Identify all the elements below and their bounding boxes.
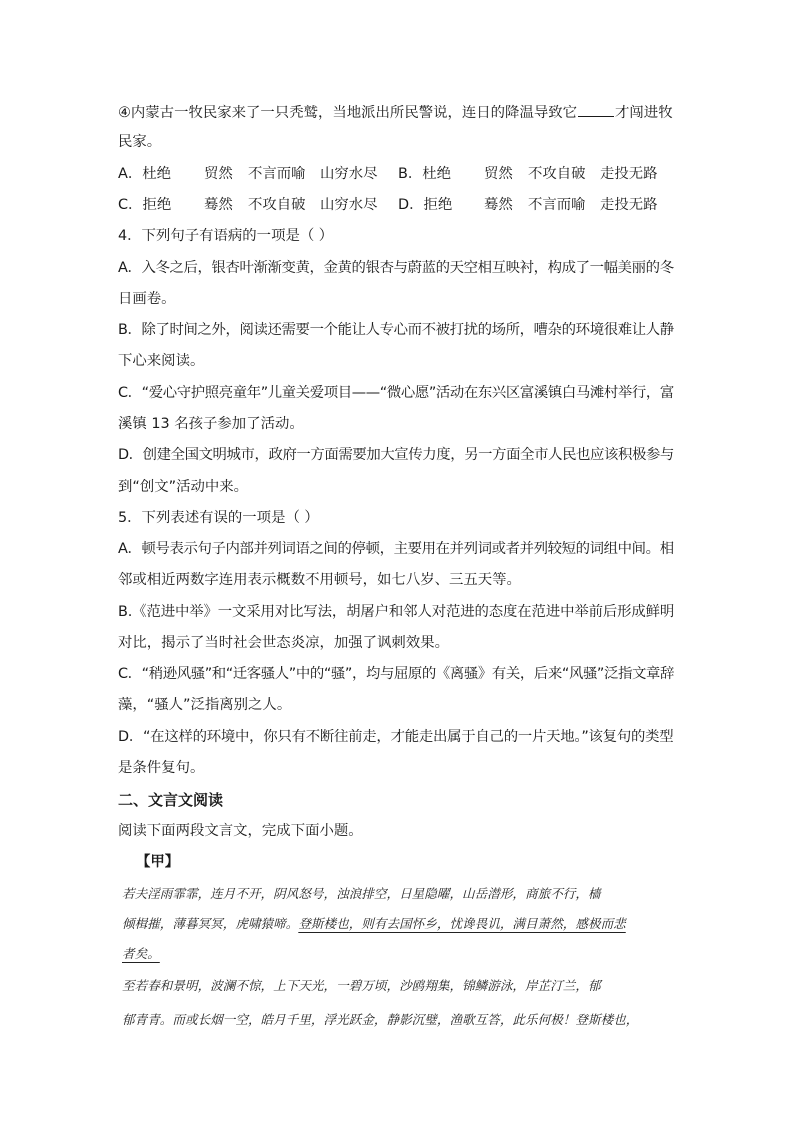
section-heading: 二、文言文阅读 — [118, 791, 224, 809]
q5-option-b-line1[interactable]: B.《范进中举》一文采用对比写法，胡屠户和邻人对范进的态度在范进中举前后形成鲜明 — [118, 604, 675, 620]
q3-option-d-w3: 走投无路 — [600, 197, 658, 213]
q4-stem: 4．下列句子有语病的一项是（ ） — [118, 228, 334, 244]
q3-option-b-w3: 走投无路 — [600, 166, 658, 182]
underlined-sentence-end: 者矣。 — [122, 946, 160, 961]
passage-para1-line2-text: 倾楫摧，薄暮冥冥，虎啸猿啼。 — [122, 916, 299, 931]
q3-option-a-w2: 不言而喻 — [248, 166, 306, 182]
q3-option-c-w2: 不攻自破 — [248, 197, 306, 213]
q3-option-c-label[interactable]: C．拒绝 — [118, 197, 172, 213]
q5-option-a-line1[interactable]: A．顿号表示句子内部并列词语之间的停顿，主要用在并列词或者并列较短的词组中间。相 — [118, 541, 674, 557]
passage-para1-line1: 若夫淫雨霏霏，连月不开，阴风怒号，浊浪排空，日星隐曜，山岳潜形，商旅不行，樯 — [122, 886, 601, 901]
q3-option-c-w3: 山穷水尽 — [320, 197, 378, 213]
q4-option-c-line1[interactable]: C．“爱心守护照亮童年”儿童关爱项目——“微心愿”活动在东兴区富溪镇白马滩村举行，富 — [118, 385, 674, 401]
q3-option-c-w1: 蓦然 — [204, 197, 233, 213]
q5-stem: 5．下列表述有误的一项是（ ） — [118, 510, 319, 526]
q3-item4-text-tail: 才闯进牧 — [615, 105, 673, 121]
q4-option-d-line1[interactable]: D．创建全国文明城市，政府一方面需要加大宣传力度，另一方面全市人民也应该积极参与 — [118, 447, 674, 463]
underlined-sentence: 登斯楼也，则有去国怀乡，忧谗畏讥，满目萧然，感极而悲 — [298, 916, 626, 931]
q5-option-b-line2: 对比，揭示了当时社会世态炎凉，加强了讽刺效果。 — [118, 635, 449, 651]
q4-option-d-line2: 到“创文”活动中来。 — [118, 479, 249, 495]
q5-option-c-line2: 藻，“骚人”泛指离别之人。 — [118, 697, 292, 713]
passage-para1-line2 — [122, 914, 674, 934]
passage-para2-line1: 至若春和景明，波澜不惊，上下天光，一碧万顷，沙鸥翔集，锦鳞游泳，岸芷汀兰，郁 — [122, 978, 601, 993]
q4-option-b-line1[interactable]: B．除了时间之外，阅读还需要一个能让人专心而不被打扰的场所，嘈杂的环境很难让人静 — [118, 322, 674, 338]
section-instruction: 阅读下面两段文言文，完成下面小题。 — [118, 823, 363, 839]
q3-option-a-w1: 贸然 — [204, 166, 233, 182]
q3-item4-line2: 民家。 — [118, 134, 162, 150]
q3-option-d-label[interactable]: D．拒绝 — [398, 197, 453, 213]
q3-option-b-label[interactable]: B．杜绝 — [398, 166, 452, 182]
q4-option-b-line2: 下心来阅读。 — [118, 353, 205, 369]
q4-option-a-line2: 日画卷。 — [118, 291, 176, 307]
q3-item4-text: ④内蒙古一牧民家来了一只秃鹫，当地派出所民警说，连日的降温导致它 — [118, 105, 578, 121]
passage-label-jia: 【甲】 — [136, 854, 180, 870]
q3-options-row-ab — [118, 164, 658, 184]
q3-option-b-w1: 贸然 — [484, 166, 513, 182]
q3-option-a-label[interactable]: A．杜绝 — [118, 166, 172, 182]
answer-blank[interactable] — [578, 101, 614, 117]
passage-para1-line3 — [122, 944, 674, 964]
q5-option-c-line1[interactable]: C．“稍逊风骚”和“迁客骚人”中的“骚”，均与屈原的《离骚》有关，后来“风骚”泛指文章辞 — [118, 666, 674, 682]
q3-option-d-w2: 不言而喻 — [528, 197, 586, 213]
q4-option-c-line2: 溪镇 13 名孩子参加了活动。 — [118, 416, 304, 432]
q3-options-row-cd — [118, 195, 658, 215]
q3-option-b-w2: 不攻自破 — [528, 166, 586, 182]
q5-option-d-line1[interactable]: D．“在这样的环境中，你只有不断往前走，才能走出属于自己的一片天地。”该复句的类型 — [118, 729, 674, 745]
q3-option-a-w3: 山穷水尽 — [320, 166, 378, 182]
q4-option-a-line1[interactable]: A．入冬之后，银杏叶渐渐变黄，金黄的银杏与蔚蓝的天空相互映衬，构成了一幅美丽的冬 — [118, 260, 674, 276]
q5-option-d-line2: 是条件复句。 — [118, 760, 205, 776]
q5-option-a-line2: 邻或相近两数字连用表示概数不用顿号，如七八岁、三五天等。 — [118, 572, 521, 588]
q3-option-d-w1: 蓦然 — [484, 197, 513, 213]
passage-para2-line2: 郁青青。而或长烟一空，皓月千里，浮光跃金，静影沉璧，渔歌互答，此乐何极！登斯楼也， — [122, 1012, 639, 1027]
q3-item4-line1 — [118, 101, 673, 123]
